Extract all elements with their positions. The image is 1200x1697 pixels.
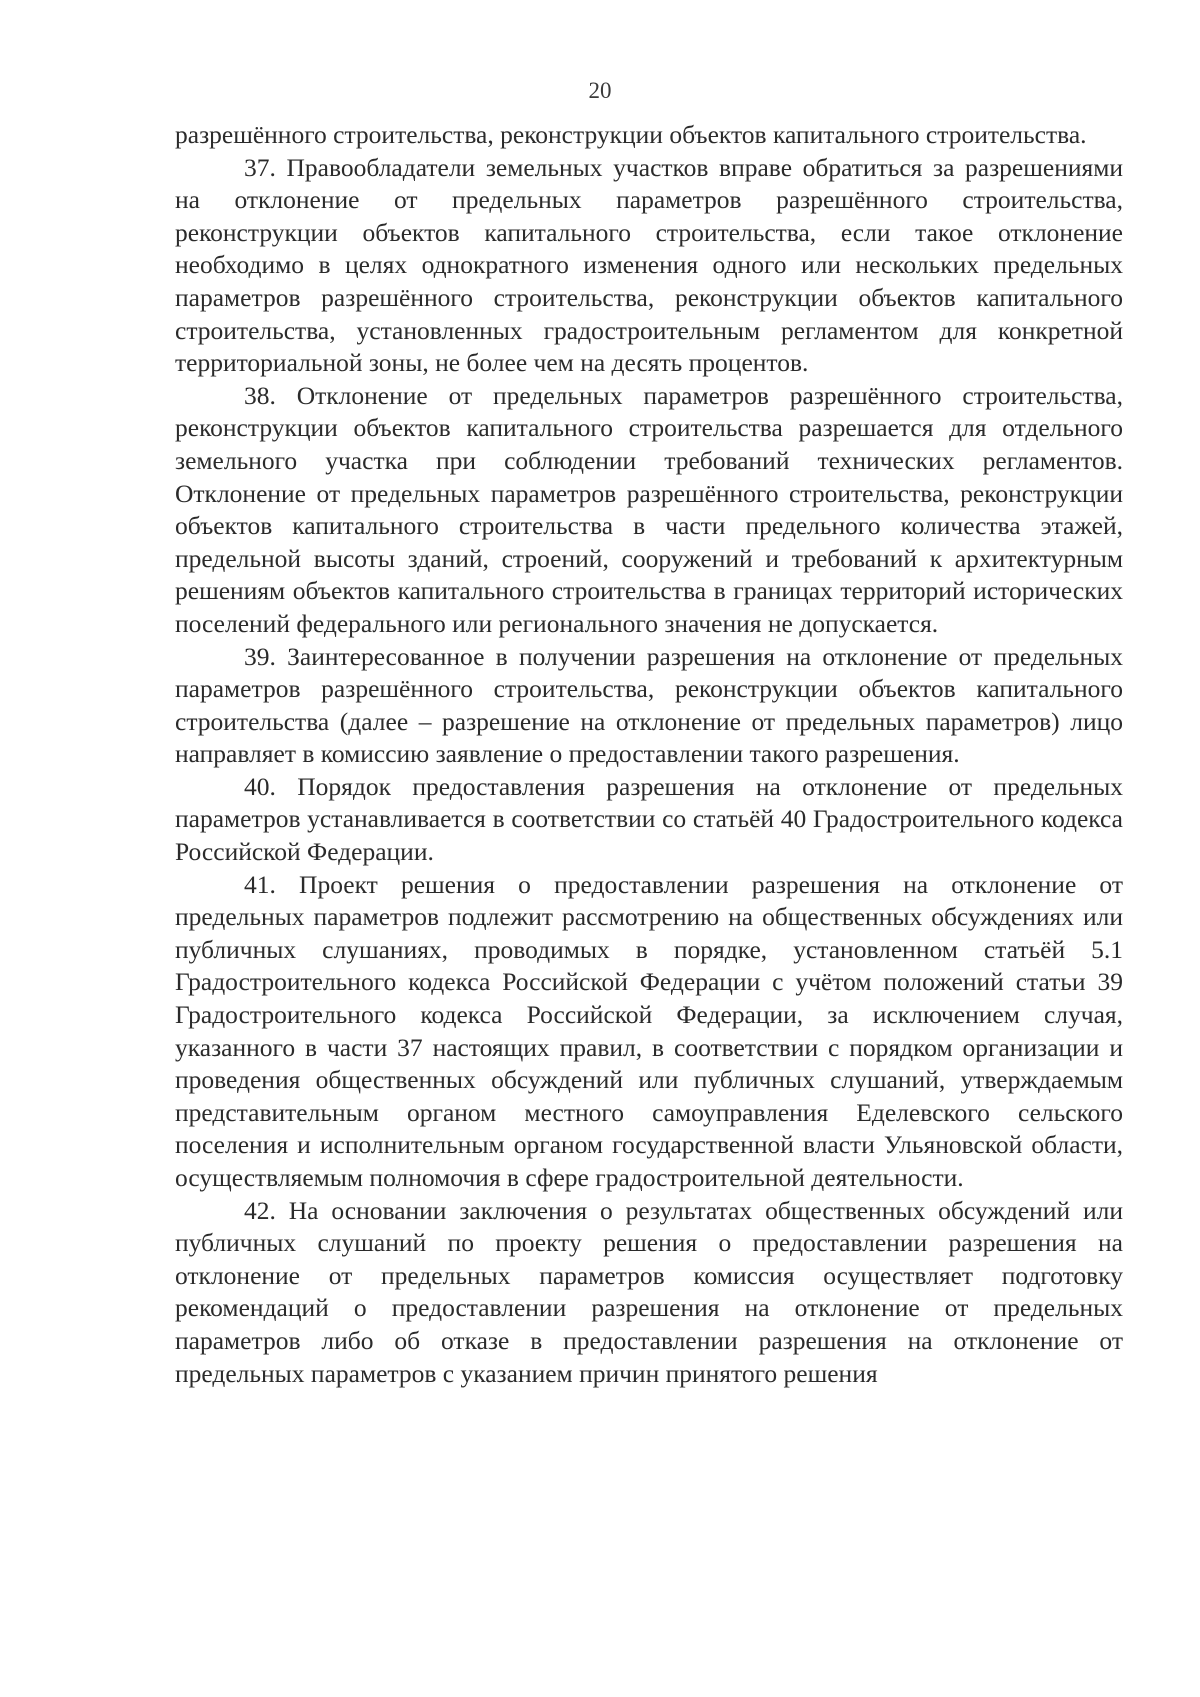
document-body — [175, 119, 1123, 1390]
paragraph-38: 38. Отклонение от предельных параметров разрешённого строительства, реконструкции объектов капитального строительства разрешается для отдельного земельного участка при соблюдении требований технических регламентов. Отклонение от предельных параметров разрешённого строительства, реконструкции объектов капитального строительства в части предельного количества этажей, предельной высоты зданий, строений, сооружений и требований к архитектурным решениям объектов капитального строительства в границах территорий исторических поселений федерального или регионального значения не допускается. — [175, 380, 1123, 638]
paragraph-37: 37. Правообладатели земельных участков вправе обратиться за разрешениями на отклонение от предельных параметров разрешённого строительства, реконструкции объектов капитального строительства, если такое отклонение необходимо в целях однократного изменения одного или нескольких предельных параметров разрешённого строительства, реконструкции объектов капитального строительства, установленных градостроительным регламентом для конкретной территориальной зоны, не более чем на десять процентов. — [175, 152, 1123, 378]
paragraph-42: 42. На основании заключения о результатах общественных обсуждений или публичных слушаний по проекту решения о предоставлении разрешения на отклонение от предельных параметров комиссия осуществляет подготовку рекомендаций о предоставлении разрешения на отклонение от предельных параметров либо об отказе в предоставлении разрешения на отклонение от предельных параметров с указанием причин принятого решения — [175, 1195, 1123, 1388]
paragraph-39: 39. Заинтересованное в получении разрешения на отклонение от предельных параметров разрешённого строительства, реконструкции объектов капитального строительства (далее – разрешение на отклонение от предельных параметров) лицо направляет в комиссию заявление о предоставлении такого разрешения. — [175, 641, 1123, 769]
page-number: 20 — [588, 78, 612, 103]
paragraph-continuation: разрешённого строительства, реконструкции объектов капитального строительства. — [175, 120, 1087, 149]
paragraph-41: 41. Проект решения о предоставлении разрешения на отклонение от предельных параметров подлежит рассмотрению на общественных обсуждениях или публичных слушаниях, проводимых в порядке, установленном статьёй 5.1 Градостроительного кодекса Российской Федерации с учётом положений статьи 39 Градостроительного кодекса Российской Федерации, за исключением случая, указанного в части 37 настоящих правил, в соответствии с порядком организации и проведения общественных обсуждений или публичных слушаний, утверждаемым представительным органом местного самоуправления Еделевского сельского поселения и исполнительным органом государственной власти Ульяновской области, осуществляемым полномочия в сфере градостроительной деятельности. — [175, 869, 1123, 1192]
paragraph-40: 40. Порядок предоставления разрешения на отклонение от предельных параметров устанавливается в соответствии со статьёй 40 Градостроительного кодекса Российской Федерации. — [175, 771, 1123, 867]
